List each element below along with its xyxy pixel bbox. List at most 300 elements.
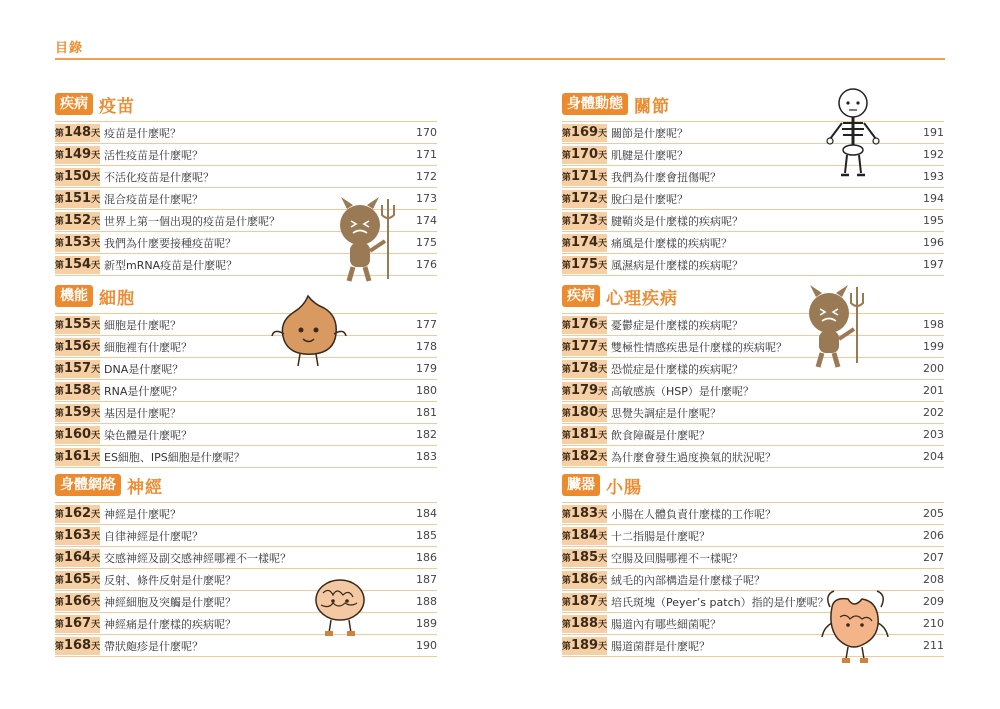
day-badge — [55, 316, 100, 334]
day-suffix: 天 — [598, 321, 608, 331]
page-number: 180 — [416, 384, 437, 397]
day-number: 182 — [570, 449, 599, 464]
day-suffix: 天 — [91, 554, 101, 564]
day-suffix: 天 — [91, 365, 101, 375]
cell-mascot-icon — [268, 290, 348, 370]
day-number: 175 — [570, 257, 599, 272]
day-badge — [55, 448, 100, 466]
toc-entry[interactable] — [562, 502, 944, 525]
toc-entry[interactable] — [562, 547, 944, 569]
day-suffix: 天 — [91, 239, 101, 249]
day-number: 156 — [63, 339, 92, 354]
day-number: 164 — [63, 550, 92, 565]
entry-topic: 關節是什麼呢？ — [611, 126, 688, 140]
day-prefix: 第 — [561, 453, 571, 463]
intestine-mascot-icon — [818, 583, 893, 668]
day-number: 150 — [63, 169, 92, 184]
page-number: 184 — [416, 507, 437, 520]
section-heading — [55, 91, 437, 117]
toc-entry[interactable] — [562, 232, 944, 254]
day-suffix: 天 — [598, 510, 608, 520]
page-number: 173 — [416, 192, 437, 205]
day-prefix: 第 — [561, 129, 571, 139]
day-badge — [55, 571, 100, 589]
entry-topic: RNA是什麼呢？ — [104, 384, 183, 398]
day-prefix: 第 — [54, 510, 64, 520]
skeleton-mascot-icon — [818, 85, 888, 180]
brain-mascot-icon — [305, 575, 375, 640]
entry-topic: 交感神經及副交感神經哪裡不一樣呢？ — [104, 551, 291, 565]
page-number: 197 — [923, 258, 944, 271]
section-heading — [562, 472, 944, 498]
day-badge — [55, 124, 100, 142]
page-number: 198 — [923, 318, 944, 331]
category-tag: 臟器 — [562, 474, 600, 496]
day-badge — [55, 593, 100, 611]
day-prefix: 第 — [54, 129, 64, 139]
day-number: 151 — [63, 191, 92, 206]
toc-entry[interactable] — [562, 358, 944, 380]
page-number: 199 — [923, 340, 944, 353]
toc-entry[interactable] — [562, 188, 944, 210]
day-number: 153 — [63, 235, 92, 250]
day-badge — [55, 404, 100, 422]
category-tag: 疾病 — [562, 285, 600, 307]
day-badge — [562, 146, 607, 164]
day-suffix: 天 — [598, 554, 608, 564]
day-number: 179 — [570, 383, 599, 398]
day-suffix: 天 — [598, 129, 608, 139]
entry-topic: 思覺失調症是什麼呢？ — [611, 406, 721, 420]
day-suffix: 天 — [91, 195, 101, 205]
day-prefix: 第 — [54, 409, 64, 419]
entry-topic: 基因是什麼呢？ — [104, 406, 181, 420]
devil-mascot-icon — [333, 195, 403, 285]
day-prefix: 第 — [54, 239, 64, 249]
entry-topic: 神經是什麼呢？ — [104, 507, 181, 521]
day-suffix: 天 — [598, 598, 608, 608]
toc-entry[interactable] — [55, 569, 437, 591]
page-number: 185 — [416, 529, 437, 542]
day-suffix: 天 — [91, 387, 101, 397]
entry-topic: 恐慌症是什麼樣的疾病呢？ — [611, 362, 743, 376]
day-suffix: 天 — [598, 239, 608, 249]
day-prefix: 第 — [54, 532, 64, 542]
entry-topic: 風濕病是什麼樣的疾病呢？ — [611, 258, 743, 272]
page-number: 176 — [416, 258, 437, 271]
day-prefix: 第 — [54, 431, 64, 441]
day-badge — [562, 549, 607, 567]
day-badge — [562, 426, 607, 444]
entry-topic: 痛風是什麼樣的疾病呢？ — [611, 236, 732, 250]
day-suffix: 天 — [598, 532, 608, 542]
day-prefix: 第 — [561, 510, 571, 520]
page-number: 172 — [416, 170, 437, 183]
day-badge — [562, 124, 607, 142]
section-heading — [55, 283, 437, 309]
day-suffix: 天 — [598, 365, 608, 375]
toc-entry[interactable] — [55, 591, 437, 613]
day-prefix: 第 — [561, 195, 571, 205]
day-prefix: 第 — [561, 387, 571, 397]
day-number: 172 — [570, 191, 599, 206]
toc-entry[interactable] — [562, 424, 944, 446]
day-number: 173 — [570, 213, 599, 228]
day-prefix: 第 — [54, 343, 64, 353]
day-number: 155 — [63, 317, 92, 332]
entry-topic: 混合疫苗是什麼呢？ — [104, 192, 203, 206]
day-prefix: 第 — [54, 620, 64, 630]
page-number: 191 — [923, 126, 944, 139]
toc-entry[interactable] — [55, 547, 437, 569]
day-suffix: 天 — [91, 261, 101, 271]
entry-topic: 自律神經是什麼呢？ — [104, 529, 203, 543]
category-tag: 疾病 — [55, 93, 93, 115]
day-number: 177 — [570, 339, 599, 354]
entry-topic: 反射、條件反射是什麼呢？ — [104, 573, 236, 587]
toc-entry[interactable] — [55, 635, 437, 657]
section-title: 心理疾病 — [606, 288, 678, 309]
category-tag: 身體網絡 — [55, 474, 121, 496]
day-prefix: 第 — [561, 576, 571, 586]
day-badge — [562, 382, 607, 400]
day-suffix: 天 — [598, 217, 608, 227]
day-number: 159 — [63, 405, 92, 420]
day-number: 178 — [570, 361, 599, 376]
day-badge — [562, 527, 607, 545]
day-number: 185 — [570, 550, 599, 565]
entry-topic: 帶狀皰疹是什麼呢？ — [104, 639, 203, 653]
toc-entry[interactable] — [55, 144, 437, 166]
day-prefix: 第 — [561, 239, 571, 249]
page-number: 202 — [923, 406, 944, 419]
day-prefix: 第 — [54, 576, 64, 586]
day-badge — [55, 527, 100, 545]
day-suffix: 天 — [598, 453, 608, 463]
toc-entry[interactable] — [562, 313, 944, 336]
day-prefix: 第 — [561, 554, 571, 564]
day-number: 165 — [63, 572, 92, 587]
page-number: 182 — [416, 428, 437, 441]
day-suffix: 天 — [91, 343, 101, 353]
entry-topic: 為什麼會發生過度換氣的狀況呢？ — [611, 450, 776, 464]
page-number: 208 — [923, 573, 944, 586]
day-prefix: 第 — [561, 409, 571, 419]
day-suffix: 天 — [598, 151, 608, 161]
section-title: 細胞 — [99, 288, 135, 309]
day-suffix: 天 — [598, 642, 608, 652]
page-number: 187 — [416, 573, 437, 586]
day-number: 161 — [63, 449, 92, 464]
day-number: 171 — [570, 169, 599, 184]
page-number: 194 — [923, 192, 944, 205]
toc-entry[interactable] — [55, 121, 437, 144]
section-nerve — [55, 472, 437, 657]
page-number: 211 — [923, 639, 944, 652]
day-suffix: 天 — [91, 129, 101, 139]
page-number: 207 — [923, 551, 944, 564]
day-badge — [55, 505, 100, 523]
toc-entry[interactable] — [55, 613, 437, 635]
day-prefix: 第 — [561, 532, 571, 542]
day-suffix: 天 — [91, 321, 101, 331]
day-badge — [55, 234, 100, 252]
day-number: 174 — [570, 235, 599, 250]
entry-topic: 不活化疫苗是什麼呢？ — [104, 170, 214, 184]
day-badge — [562, 212, 607, 230]
page-number: 206 — [923, 529, 944, 542]
day-badge — [55, 382, 100, 400]
day-number: 184 — [570, 528, 599, 543]
day-badge — [562, 338, 607, 356]
entry-topic: 我們為什麼會扭傷呢？ — [611, 170, 721, 184]
day-number: 167 — [63, 616, 92, 631]
section-title: 關節 — [634, 96, 670, 117]
day-number: 162 — [63, 506, 92, 521]
category-tag: 機能 — [55, 285, 93, 307]
day-suffix: 天 — [598, 173, 608, 183]
day-suffix: 天 — [598, 431, 608, 441]
day-badge — [55, 168, 100, 186]
entry-topic: 細胞裡有什麼呢？ — [104, 340, 192, 354]
section-heading — [55, 472, 437, 498]
page-number: 177 — [416, 318, 437, 331]
entry-topic: 神經細胞及突觸是什麼呢？ — [104, 595, 236, 609]
entry-topic: 新型mRNA疫苗是什麼呢？ — [104, 258, 238, 272]
toc-entry[interactable] — [55, 502, 437, 525]
toc-entry[interactable] — [562, 446, 944, 468]
day-number: 160 — [63, 427, 92, 442]
day-number: 157 — [63, 361, 92, 376]
day-number: 152 — [63, 213, 92, 228]
entry-topic: 憂鬱症是什麼樣的疾病呢？ — [611, 318, 743, 332]
day-suffix: 天 — [91, 151, 101, 161]
day-badge — [55, 212, 100, 230]
entry-topic: 染色體是什麼呢？ — [104, 428, 192, 442]
day-badge — [562, 505, 607, 523]
toc-entry[interactable] — [562, 254, 944, 276]
section-heading — [562, 283, 944, 309]
day-number: 169 — [570, 125, 599, 140]
toc-entry[interactable] — [55, 358, 437, 380]
page-number: 192 — [923, 148, 944, 161]
day-prefix: 第 — [561, 321, 571, 331]
page-number: 175 — [416, 236, 437, 249]
page-number: 190 — [416, 639, 437, 652]
page-number: 200 — [923, 362, 944, 375]
day-prefix: 第 — [561, 217, 571, 227]
day-badge — [55, 615, 100, 633]
day-suffix: 天 — [91, 409, 101, 419]
day-suffix: 天 — [598, 387, 608, 397]
day-prefix: 第 — [54, 598, 64, 608]
day-badge — [55, 637, 100, 655]
day-prefix: 第 — [54, 217, 64, 227]
entry-topic: 培氏斑塊（Peyer’s patch）指的是什麼呢？ — [611, 595, 829, 609]
entry-topic: 肌腱是什麼呢？ — [611, 148, 688, 162]
day-prefix: 第 — [54, 554, 64, 564]
day-badge — [562, 404, 607, 422]
entry-topic: 小腸在人體負責什麼樣的工作呢？ — [611, 507, 776, 521]
page-number: 188 — [416, 595, 437, 608]
toc-entry[interactable] — [562, 210, 944, 232]
day-badge — [562, 448, 607, 466]
day-prefix: 第 — [54, 173, 64, 183]
day-badge — [55, 426, 100, 444]
day-number: 180 — [570, 405, 599, 420]
entry-topic: 十二指腸是什麼呢？ — [611, 529, 710, 543]
toc-entry[interactable] — [55, 446, 437, 468]
day-prefix: 第 — [561, 598, 571, 608]
day-number: 166 — [63, 594, 92, 609]
page-number: 189 — [416, 617, 437, 630]
page-number: 170 — [416, 126, 437, 139]
day-number: 187 — [570, 594, 599, 609]
day-prefix: 第 — [54, 261, 64, 271]
page-number: 209 — [923, 595, 944, 608]
day-badge — [562, 571, 607, 589]
day-prefix: 第 — [561, 642, 571, 652]
page-number: 174 — [416, 214, 437, 227]
day-suffix: 天 — [91, 532, 101, 542]
section-cell — [55, 283, 437, 468]
day-badge — [562, 168, 607, 186]
day-badge — [562, 316, 607, 334]
day-prefix: 第 — [54, 365, 64, 375]
entry-topic: 神經痛是什麼樣的疾病呢？ — [104, 617, 236, 631]
entry-topic: DNA是什麼呢？ — [104, 362, 184, 376]
section-title: 小腸 — [606, 477, 642, 498]
section-mental-illness — [562, 283, 944, 468]
day-suffix: 天 — [598, 261, 608, 271]
day-prefix: 第 — [561, 261, 571, 271]
day-badge — [562, 190, 607, 208]
toc-entry[interactable] — [55, 166, 437, 188]
page-number: 179 — [416, 362, 437, 375]
day-suffix: 天 — [91, 620, 101, 630]
entry-topic: 雙極性情感疾患是什麼樣的疾病呢？ — [611, 340, 787, 354]
day-number: 148 — [63, 125, 92, 140]
entry-topic: 腱鞘炎是什麼樣的疾病呢？ — [611, 214, 743, 228]
day-suffix: 天 — [91, 510, 101, 520]
toc-entry[interactable] — [55, 424, 437, 446]
page-number: 196 — [923, 236, 944, 249]
day-number: 158 — [63, 383, 92, 398]
day-number: 186 — [570, 572, 599, 587]
page-number: 210 — [923, 617, 944, 630]
entry-topic: 世界上第一個出現的疫苗是什麼呢？ — [104, 214, 280, 228]
day-prefix: 第 — [54, 195, 64, 205]
day-badge — [55, 549, 100, 567]
day-badge — [55, 338, 100, 356]
day-number: 183 — [570, 506, 599, 521]
day-prefix: 第 — [54, 321, 64, 331]
entry-topic: ES細胞、IPS細胞是什麼呢？ — [104, 450, 245, 464]
page-number: 178 — [416, 340, 437, 353]
toc-entry[interactable] — [55, 336, 437, 358]
toc-entry[interactable] — [562, 380, 944, 402]
day-badge — [55, 146, 100, 164]
toc-entry[interactable] — [55, 380, 437, 402]
page-header-title: 目錄 — [55, 41, 84, 56]
day-prefix: 第 — [561, 151, 571, 161]
day-prefix: 第 — [561, 365, 571, 375]
day-number: 168 — [63, 638, 92, 653]
day-badge — [562, 256, 607, 274]
day-number: 154 — [63, 257, 92, 272]
day-number: 181 — [570, 427, 599, 442]
toc-entry[interactable] — [55, 313, 437, 336]
day-badge — [562, 615, 607, 633]
toc-entry[interactable] — [55, 525, 437, 547]
page-number: 171 — [416, 148, 437, 161]
day-suffix: 天 — [91, 576, 101, 586]
day-suffix: 天 — [91, 217, 101, 227]
day-badge — [562, 360, 607, 378]
page-number: 203 — [923, 428, 944, 441]
day-badge — [562, 234, 607, 252]
devil-mascot-right-icon — [802, 283, 872, 373]
section-title: 神經 — [127, 477, 163, 498]
day-suffix: 天 — [598, 576, 608, 586]
day-number: 149 — [63, 147, 92, 162]
day-suffix: 天 — [598, 409, 608, 419]
entry-topic: 高敏感族（HSP）是什麼呢？ — [611, 384, 754, 398]
entry-topic: 脫臼是什麼呢？ — [611, 192, 688, 206]
day-number: 170 — [570, 147, 599, 162]
day-suffix: 天 — [598, 195, 608, 205]
page-number: 193 — [923, 170, 944, 183]
entry-topic: 疫苗是什麼呢？ — [104, 126, 181, 140]
entry-topic: 空腸及回腸哪裡不一樣呢？ — [611, 551, 743, 565]
day-suffix: 天 — [91, 598, 101, 608]
entry-topic: 細胞是什麼呢？ — [104, 318, 181, 332]
page-number: 201 — [923, 384, 944, 397]
day-badge — [55, 256, 100, 274]
day-prefix: 第 — [561, 431, 571, 441]
day-prefix: 第 — [54, 151, 64, 161]
page-number: 183 — [416, 450, 437, 463]
day-number: 176 — [570, 317, 599, 332]
day-suffix: 天 — [91, 431, 101, 441]
entry-topic: 活性疫苗是什麼呢？ — [104, 148, 203, 162]
day-number: 188 — [570, 616, 599, 631]
day-prefix: 第 — [561, 173, 571, 183]
page-number: 205 — [923, 507, 944, 520]
day-prefix: 第 — [54, 453, 64, 463]
day-suffix: 天 — [91, 173, 101, 183]
header-divider — [55, 58, 945, 60]
day-suffix: 天 — [598, 620, 608, 630]
toc-entry[interactable] — [562, 525, 944, 547]
day-prefix: 第 — [54, 387, 64, 397]
toc-entry[interactable] — [55, 402, 437, 424]
toc-entry[interactable] — [562, 402, 944, 424]
day-suffix: 天 — [91, 642, 101, 652]
entry-topic: 我們為什麼要接種疫苗呢？ — [104, 236, 236, 250]
day-prefix: 第 — [561, 620, 571, 630]
entry-topic: 飲食障礙是什麼呢？ — [611, 428, 710, 442]
entry-topic: 腸道菌群是什麼呢？ — [611, 639, 710, 653]
day-badge — [562, 637, 607, 655]
day-prefix: 第 — [54, 642, 64, 652]
day-number: 189 — [570, 638, 599, 653]
toc-entry[interactable] — [562, 336, 944, 358]
page-number: 204 — [923, 450, 944, 463]
day-prefix: 第 — [561, 343, 571, 353]
day-badge — [55, 190, 100, 208]
entry-topic: 腸道內有哪些細菌呢？ — [611, 617, 721, 631]
